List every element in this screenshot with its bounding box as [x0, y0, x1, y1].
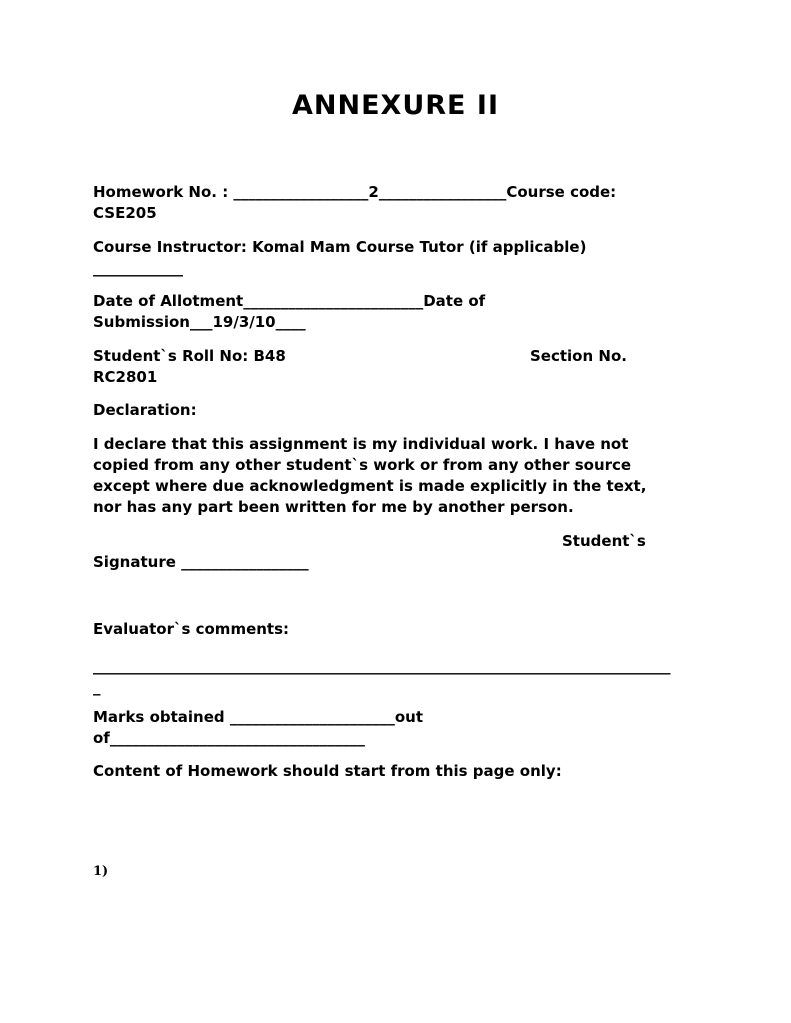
content-note: Content of Homework should start from this page only: [93, 762, 562, 780]
section-value: RC2801 [93, 368, 158, 386]
evaluator-heading: Evaluator`s comments: [93, 620, 290, 638]
evaluator-comments-blank [93, 656, 753, 698]
course-instructor-field [93, 237, 693, 279]
homework-line: Homework No. : __________________2_________________Course code: [93, 183, 617, 201]
marks-field [93, 707, 693, 749]
declaration-heading: Declaration: [93, 401, 197, 419]
roll-number-label: Student`s Roll No: B48 [93, 347, 286, 365]
declaration-line: copied from any other student`s work or from any other source [93, 456, 632, 474]
declaration-line: nor has any part been written for me by another person. [93, 498, 574, 516]
question-number: 1) [93, 864, 109, 879]
allotment-line: Date of Allotment________________________Date of [93, 292, 486, 310]
dates-field [93, 291, 693, 333]
roll-section-field [93, 346, 693, 388]
course-code-value: CSE205 [93, 204, 157, 222]
instructor-line: Course Instructor: Komal Mam Course Tutor (if applicable) [93, 238, 587, 256]
declaration-line: except where due acknowledgment is made explicitly in the text, [93, 477, 647, 495]
signature-row [93, 531, 693, 552]
student-label: Student`s [562, 532, 646, 550]
homework-number-field [93, 182, 693, 224]
declaration-text [93, 434, 693, 518]
declaration-line: I declare that this assignment is my individual work. I have not [93, 435, 629, 453]
roll-section-row [93, 346, 693, 367]
signature-line: Signature _________________ [93, 553, 309, 571]
signature-field [93, 531, 693, 573]
marks-line: Marks obtained ______________________out [93, 708, 424, 726]
marks-out-of-line: of__________________________________ [93, 729, 365, 747]
tutor-blank: ____________ [93, 259, 183, 277]
evaluator-line-tail: _ [93, 678, 101, 696]
page-title: ANNEXURE II [291, 90, 499, 121]
section-label: Section No. [530, 347, 627, 365]
submission-line: Submission___19/3/10____ [93, 313, 306, 331]
evaluator-line: _____________________________________________________________________________ [93, 657, 671, 675]
